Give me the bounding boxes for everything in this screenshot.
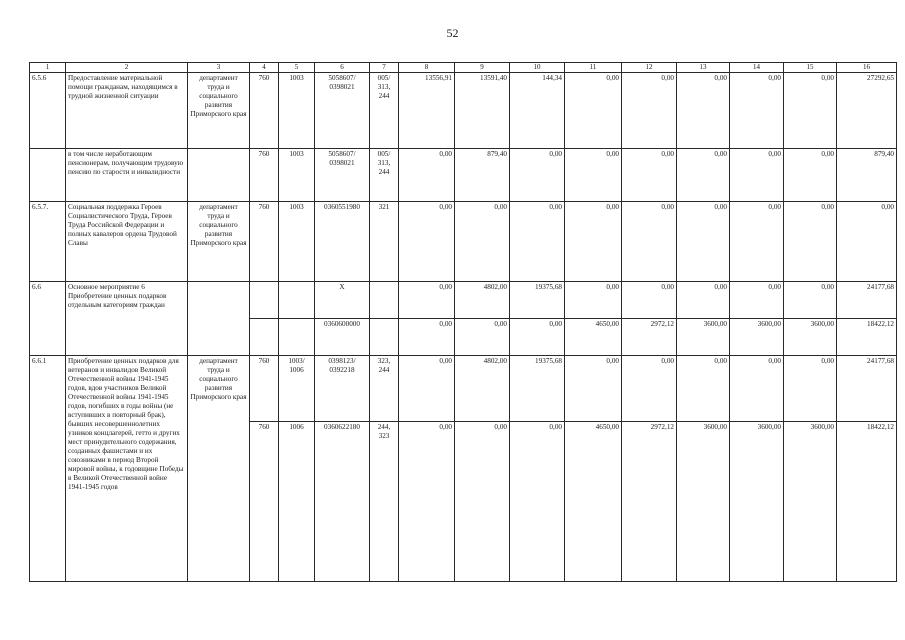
row-name: Предоставление материальной помощи гражданам, находящимся в трудной жизненной ситуации xyxy=(66,73,188,149)
cell-col15: 3600,00 xyxy=(784,319,837,356)
cell-col13: 3600,00 xyxy=(677,422,730,582)
cell-col6: 0398123/ 0392218 xyxy=(315,356,370,422)
cell-col8: 0,00 xyxy=(399,356,455,422)
cell-col14: 0,00 xyxy=(730,282,784,319)
cell-col16: 18422,12 xyxy=(837,422,897,582)
cell-col16: 24177,68 xyxy=(837,282,897,319)
column-header: 3 xyxy=(188,63,250,73)
cell-col12: 0,00 xyxy=(622,73,677,149)
cell-col16: 24177,68 xyxy=(837,356,897,422)
cell-col7: 005/ 313, 244 xyxy=(370,149,399,202)
cell-col12: 2972,12 xyxy=(622,319,677,356)
cell-col14: 0,00 xyxy=(730,73,784,149)
cell-col6: Х xyxy=(315,282,370,319)
cell-col10: 144,34 xyxy=(510,73,565,149)
cell-col5: 1006 xyxy=(279,422,315,582)
cell-col14: 0,00 xyxy=(730,149,784,202)
row-department xyxy=(188,282,250,356)
row-code: 6.6 xyxy=(30,282,66,356)
row-name: Приобретение ценных подарков для ветеранов и инвалидов Великой Отечественной войны 1941-1945 годов, вдов участников Великой Отечественной войны 1941-1945 годов, погибших в годы войны (не вступивших в повторный брак), бывших несовершеннолетних узников концлагерей, гетто и других мест принудительного содержания, созданных фашистами и их союзниками в период Второй мировой войны, к годовщине Победы в Великой Отечественной войне 1941-1945 годов xyxy=(66,356,188,582)
cell-col9: 0,00 xyxy=(455,319,510,356)
cell-col4 xyxy=(250,282,279,319)
cell-col7: 321 xyxy=(370,202,399,282)
cell-col7 xyxy=(370,319,399,356)
cell-col4: 760 xyxy=(250,73,279,149)
cell-col11: 4650,00 xyxy=(565,319,622,356)
cell-col13: 3600,00 xyxy=(677,319,730,356)
table-row-6-6-1 xyxy=(30,356,897,422)
budget-table xyxy=(29,62,897,582)
row-department xyxy=(188,149,250,202)
cell-col11: 0,00 xyxy=(565,149,622,202)
cell-col10: 0,00 xyxy=(510,422,565,582)
cell-col13: 0,00 xyxy=(677,282,730,319)
column-header: 10 xyxy=(510,63,565,73)
cell-col9: 0,00 xyxy=(455,422,510,582)
cell-col9: 879,40 xyxy=(455,149,510,202)
cell-col8: 0,00 xyxy=(399,149,455,202)
cell-col9: 4802,00 xyxy=(455,282,510,319)
cell-col11: 0,00 xyxy=(565,356,622,422)
cell-col15: 0,00 xyxy=(784,149,837,202)
cell-col4: 760 xyxy=(250,422,279,582)
column-header: 1 xyxy=(30,63,66,73)
cell-col4: 760 xyxy=(250,202,279,282)
cell-col15: 0,00 xyxy=(784,282,837,319)
cell-col12: 2972,12 xyxy=(622,422,677,582)
row-name: в том числе неработающим пенсионерам, получающим трудовую пенсию по старости и инвалидности xyxy=(66,149,188,202)
cell-col10: 0,00 xyxy=(510,149,565,202)
cell-col5 xyxy=(279,319,315,356)
cell-col13: 0,00 xyxy=(677,149,730,202)
cell-col4: 760 xyxy=(250,356,279,422)
cell-col14: 3600,00 xyxy=(730,422,784,582)
column-header: 7 xyxy=(370,63,399,73)
cell-col10: 19375,68 xyxy=(510,356,565,422)
cell-col6: 0360622180 xyxy=(315,422,370,582)
column-header: 11 xyxy=(565,63,622,73)
cell-col6: 5058607/ 0398021 xyxy=(315,73,370,149)
cell-col11: 0,00 xyxy=(565,202,622,282)
column-header: 8 xyxy=(399,63,455,73)
cell-col8: 0,00 xyxy=(399,422,455,582)
cell-col5: 1003 xyxy=(279,202,315,282)
table-row-6-5-7 xyxy=(30,202,897,282)
cell-col14: 0,00 xyxy=(730,356,784,422)
cell-col11: 0,00 xyxy=(565,282,622,319)
cell-col15: 3600,00 xyxy=(784,422,837,582)
column-header: 5 xyxy=(279,63,315,73)
cell-col7: 323, 244 xyxy=(370,356,399,422)
column-header: 4 xyxy=(250,63,279,73)
table-row-6-5-6 xyxy=(30,73,897,149)
column-header: 16 xyxy=(837,63,897,73)
row-department: департамент труда и социального развития Приморского края xyxy=(188,202,250,282)
cell-col5: 1003 xyxy=(279,149,315,202)
column-header: 9 xyxy=(455,63,510,73)
cell-col8: 0,00 xyxy=(399,319,455,356)
cell-col4: 760 xyxy=(250,149,279,202)
cell-col14: 3600,00 xyxy=(730,319,784,356)
cell-col8: 13556,91 xyxy=(399,73,455,149)
cell-col7: 244, 323 xyxy=(370,422,399,582)
cell-col16: 27292,65 xyxy=(837,73,897,149)
row-code: 6.5.7. xyxy=(30,202,66,282)
cell-col7: 005/ 313, 244 xyxy=(370,73,399,149)
cell-col15: 0,00 xyxy=(784,356,837,422)
column-header: 2 xyxy=(66,63,188,73)
cell-col12: 0,00 xyxy=(622,202,677,282)
page-number: 52 xyxy=(446,26,459,40)
table-row-6-6 xyxy=(30,282,897,319)
cell-col5 xyxy=(279,282,315,319)
cell-col9: 0,00 xyxy=(455,202,510,282)
cell-col7 xyxy=(370,282,399,319)
cell-col12: 0,00 xyxy=(622,356,677,422)
cell-col13: 0,00 xyxy=(677,202,730,282)
cell-col16: 0,00 xyxy=(837,202,897,282)
row-code: 6.5.6 xyxy=(30,73,66,149)
cell-col15: 0,00 xyxy=(784,202,837,282)
cell-col5: 1003/ 1006 xyxy=(279,356,315,422)
cell-col9: 13591,40 xyxy=(455,73,510,149)
cell-col10: 0,00 xyxy=(510,319,565,356)
row-department: департамент труда и социального развития Приморского края xyxy=(188,73,250,149)
cell-col13: 0,00 xyxy=(677,356,730,422)
cell-col13: 0,00 xyxy=(677,73,730,149)
cell-col16: 18422,12 xyxy=(837,319,897,356)
row-name: Социальная поддержка Героев Социалистического Труда, Героев Труда Российской Федерации и полных кавалеров ордена Трудовой Славы xyxy=(66,202,188,282)
cell-col12: 0,00 xyxy=(622,149,677,202)
column-header: 15 xyxy=(784,63,837,73)
cell-col8: 0,00 xyxy=(399,282,455,319)
table-row-6-5-6-subitem xyxy=(30,149,897,202)
row-code xyxy=(30,149,66,202)
cell-col5: 1003 xyxy=(279,73,315,149)
cell-col4 xyxy=(250,319,279,356)
table-header-row xyxy=(30,63,897,73)
column-header: 12 xyxy=(622,63,677,73)
cell-col14: 0,00 xyxy=(730,202,784,282)
cell-col15: 0,00 xyxy=(784,73,837,149)
column-header: 6 xyxy=(315,63,370,73)
row-name: Основное мероприятие 6 Приобретение ценных подарков отдельным категориям граждан xyxy=(66,282,188,356)
row-code: 6.6.1 xyxy=(30,356,66,582)
row-department: департамент труда и социального развития Приморского края xyxy=(188,356,250,582)
cell-col12: 0,00 xyxy=(622,282,677,319)
column-header: 14 xyxy=(730,63,784,73)
cell-col11: 4650,00 xyxy=(565,422,622,582)
cell-col16: 879,40 xyxy=(837,149,897,202)
cell-col9: 4802,00 xyxy=(455,356,510,422)
cell-col6: 0360600000 xyxy=(315,319,370,356)
column-header: 13 xyxy=(677,63,730,73)
cell-col10: 0,00 xyxy=(510,202,565,282)
cell-col10: 19375,68 xyxy=(510,282,565,319)
cell-col11: 0,00 xyxy=(565,73,622,149)
cell-col6: 5058607/ 0398021 xyxy=(315,149,370,202)
cell-col6: 0360551980 xyxy=(315,202,370,282)
cell-col8: 0,00 xyxy=(399,202,455,282)
